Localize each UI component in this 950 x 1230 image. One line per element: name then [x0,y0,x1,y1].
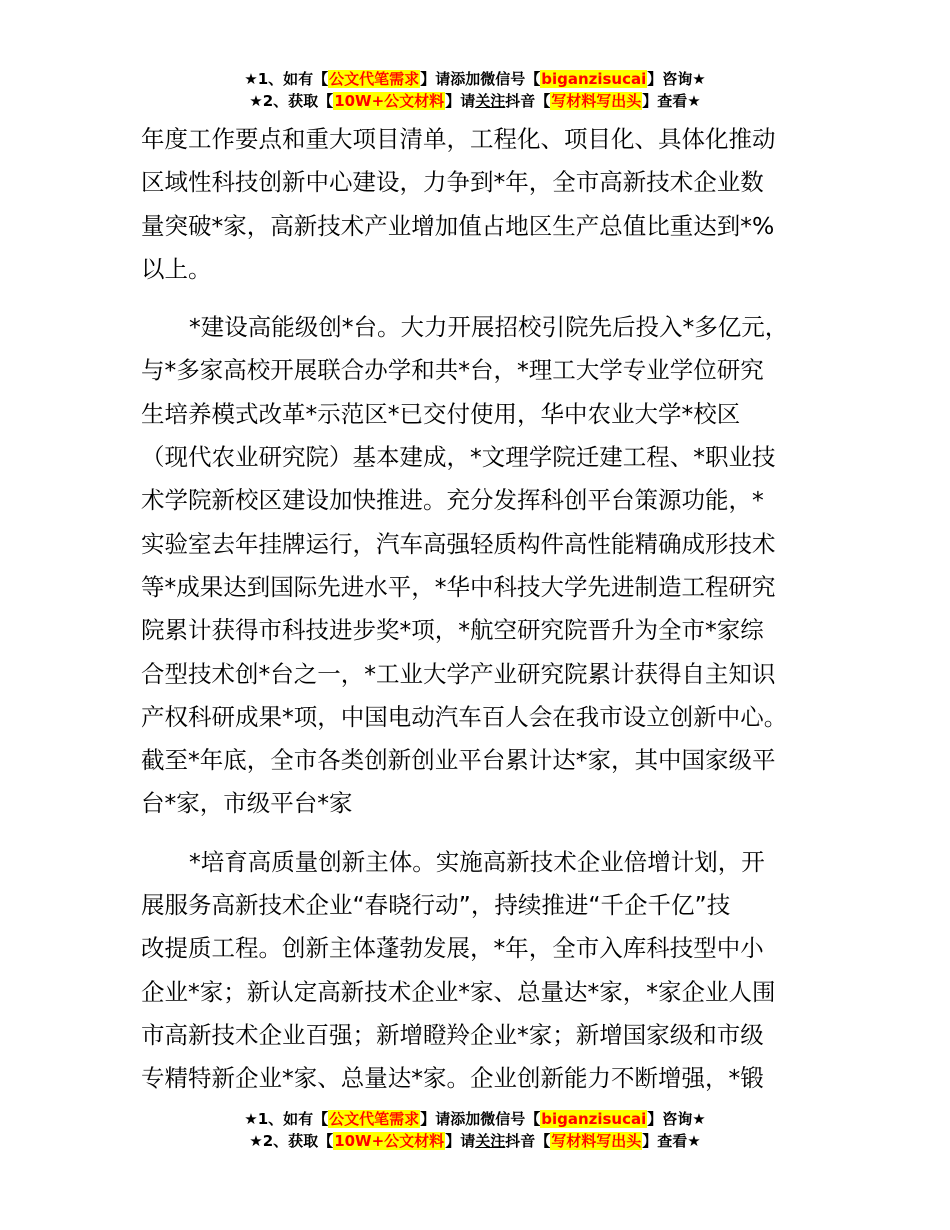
text-line: 市高新技术企业百强；新增瞪羚企业*家；新增国家级和市级 [141,1020,764,1049]
banner-text: ★1、如有【 [244,70,329,88]
text-line: *培育高质量创新主体。实施高新技术企业倍增计划，开 [189,847,765,876]
banner-text: 】咨询★ [647,1110,706,1128]
highlight-wechat-id: biganzisucai [541,70,647,88]
text-line: 生培养模式改革*示范区*已交付使用，华中农业大学*校区 [141,399,741,428]
text-line: 实验室去年挂牌运行，汽车高强轻质构件高性能精确成形技术 [141,529,776,558]
highlight-service: 公文代笔需求 [329,1110,420,1128]
banner-text: 】请 [445,92,476,110]
header-banner [0,68,950,112]
paragraph-1 [141,118,813,291]
text-line: 量突破*家，高新技术产业增加值占地区生产总值比重达到*% [141,211,775,240]
banner-text: 】请 [445,1132,476,1150]
document-body [141,118,813,1101]
banner-text: ★1、如有【 [244,1110,329,1128]
banner-underlined-text: 关注 [475,92,506,110]
banner-text: 抖音【 [505,1132,551,1150]
text-line: 专精特新企业*家、总量达*家。企业创新能力不断增强，*锻 [141,1064,764,1093]
text-line: *建设高能级创*台。大力开展招校引院先后投入*多亿元， [189,313,789,342]
text-line: 等*成果达到国际先进水平，*华中科技大学先进制造工程研究 [141,572,776,601]
banner-text: 】请添加微信号【 [420,1110,541,1128]
banner-text: ★2、获取【 [249,1132,334,1150]
banner-text: 抖音【 [505,92,551,110]
text-line: （现代农业研究院）基本建成，*文理学院迁建工程、*职业技 [141,443,776,472]
paragraph-2 [141,306,813,826]
banner-line-1 [0,68,950,90]
banner-line-1 [0,1108,950,1130]
text-line: 以上。 [141,254,212,283]
text-line: 合型技术创*台之一，*工业大学产业研究院累计获得自主知识 [141,659,776,688]
paragraph-3 [141,841,813,1101]
highlight-materials: 10W+公文材料 [334,92,445,110]
footer-banner [0,1108,950,1152]
banner-text: 】咨询★ [647,70,706,88]
highlight-materials: 10W+公文材料 [334,1132,445,1150]
banner-text: 】查看★ [642,1132,701,1150]
banner-text: ★2、获取【 [249,92,334,110]
text-line: 区域性科技创新中心建设，力争到*年，全市高新技术企业数 [141,168,764,197]
banner-underlined-text: 关注 [475,1132,506,1150]
text-line: 术学院新校区建设加快推进。充分发挥科创平台策源功能，* [141,486,764,515]
highlight-wechat-id: biganzisucai [541,1110,647,1128]
text-line: 改提质工程。创新主体蓬勃发展，*年，全市入库科技型中小 [141,934,764,963]
highlight-douyin-account: 写材料写出头 [551,92,642,110]
highlight-douyin-account: 写材料写出头 [551,1132,642,1150]
text-line: 院累计获得市科技进步奖*项，*航空研究院晋升为全市*家综 [141,616,764,645]
text-line: 截至*年底，全市各类创新创业平台累计达*家，其中国家级平 [141,746,776,775]
banner-text: 】请添加微信号【 [420,70,541,88]
text-line: 年度工作要点和重大项目清单，工程化、项目化、具体化推动 [141,125,776,153]
highlight-service: 公文代笔需求 [329,70,420,88]
text-line: 产权科研成果*项，中国电动汽车百人会在我市设立创新中心。 [141,702,788,731]
banner-text: 】查看★ [642,92,701,110]
text-line: 企业*家；新认定高新技术企业*家、总量达*家，*家企业人围 [141,977,776,1006]
text-line: 与*多家高校开展联合办学和共*台，*理工大学专业学位研究 [141,356,764,385]
text-line: 台*家，市级平台*家 [141,789,353,818]
banner-line-2 [0,90,950,112]
banner-line-2 [0,1130,950,1152]
text-line: 展服务高新技术企业“春晓行动”，持续推进“千企千亿”技 [141,891,731,920]
